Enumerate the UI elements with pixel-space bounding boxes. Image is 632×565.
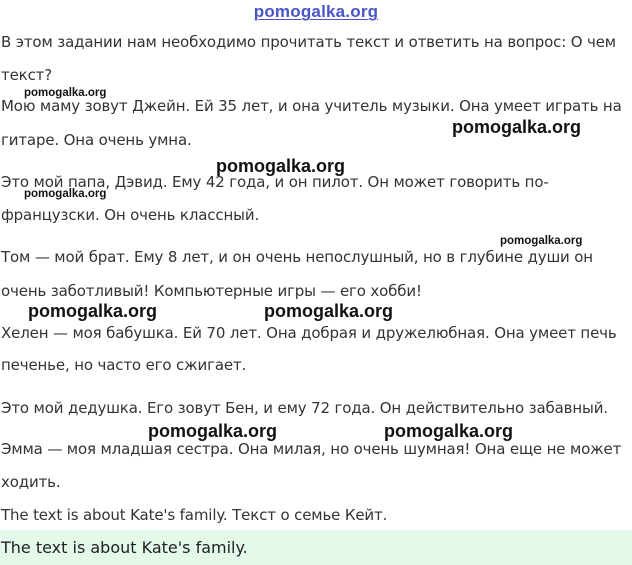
grandfather-line-1: Это мой дедушка. Его зовут Бен, и ему 72 года. Он действительно забавный. xyxy=(1,399,608,417)
header-watermark[interactable]: pomogalka.org xyxy=(253,2,379,21)
intro-line-1: В этом задании нам необходимо прочитать текст и ответить на вопрос: О чем xyxy=(1,33,616,51)
conclusion-text: The text is about Kate's family. Текст о семье Кейт. xyxy=(1,506,388,524)
brother-line-2: очень заботливый! Компьютерные игры — его хобби! xyxy=(1,282,422,300)
watermark-large: pomogalka.org xyxy=(148,421,278,441)
sister-line-2: ходить. xyxy=(1,473,61,491)
watermark-small: pomogalka.org xyxy=(24,188,107,200)
sister-line-1: Эмма — моя младшая сестра. Она милая, но очень шумная! Она еще не может xyxy=(1,440,622,458)
watermark-large: pomogalka.org xyxy=(452,117,582,137)
watermark-large: pomogalka.org xyxy=(384,421,514,441)
answer-box xyxy=(0,530,632,565)
grandmother-line-2: печенье, но часто его сжигает. xyxy=(1,356,247,374)
grandmother-line-1: Хелен — моя бабушка. Ей 70 лет. Она добрая и дружелюбная. Она умеет печь xyxy=(1,324,617,342)
watermark-large: pomogalka.org xyxy=(216,156,346,176)
intro-line-2: текст? xyxy=(1,66,53,84)
father-line-1: Это мой папа, Дэвид. Ему 42 года, и он пилот. Он может говорить по- xyxy=(1,173,549,191)
mother-line-1: Мою маму зовут Джейн. Ей 35 лет, и она учитель музыки. Она умеет играть на xyxy=(1,97,622,115)
watermark-small: pomogalka.org xyxy=(24,87,107,99)
watermark-large: pomogalka.org xyxy=(28,301,158,321)
watermark-large: pomogalka.org xyxy=(264,301,394,321)
father-line-2: французски. Он очень классный. xyxy=(1,206,260,224)
watermark-small: pomogalka.org xyxy=(500,235,583,247)
answer-text: The text is about Kate's family. xyxy=(1,538,248,557)
brother-line-1: Том — мой брат. Ему 8 лет, и он очень непослушный, но в глубине души он xyxy=(1,248,593,266)
mother-line-2: гитаре. Она очень умна. xyxy=(1,131,192,149)
